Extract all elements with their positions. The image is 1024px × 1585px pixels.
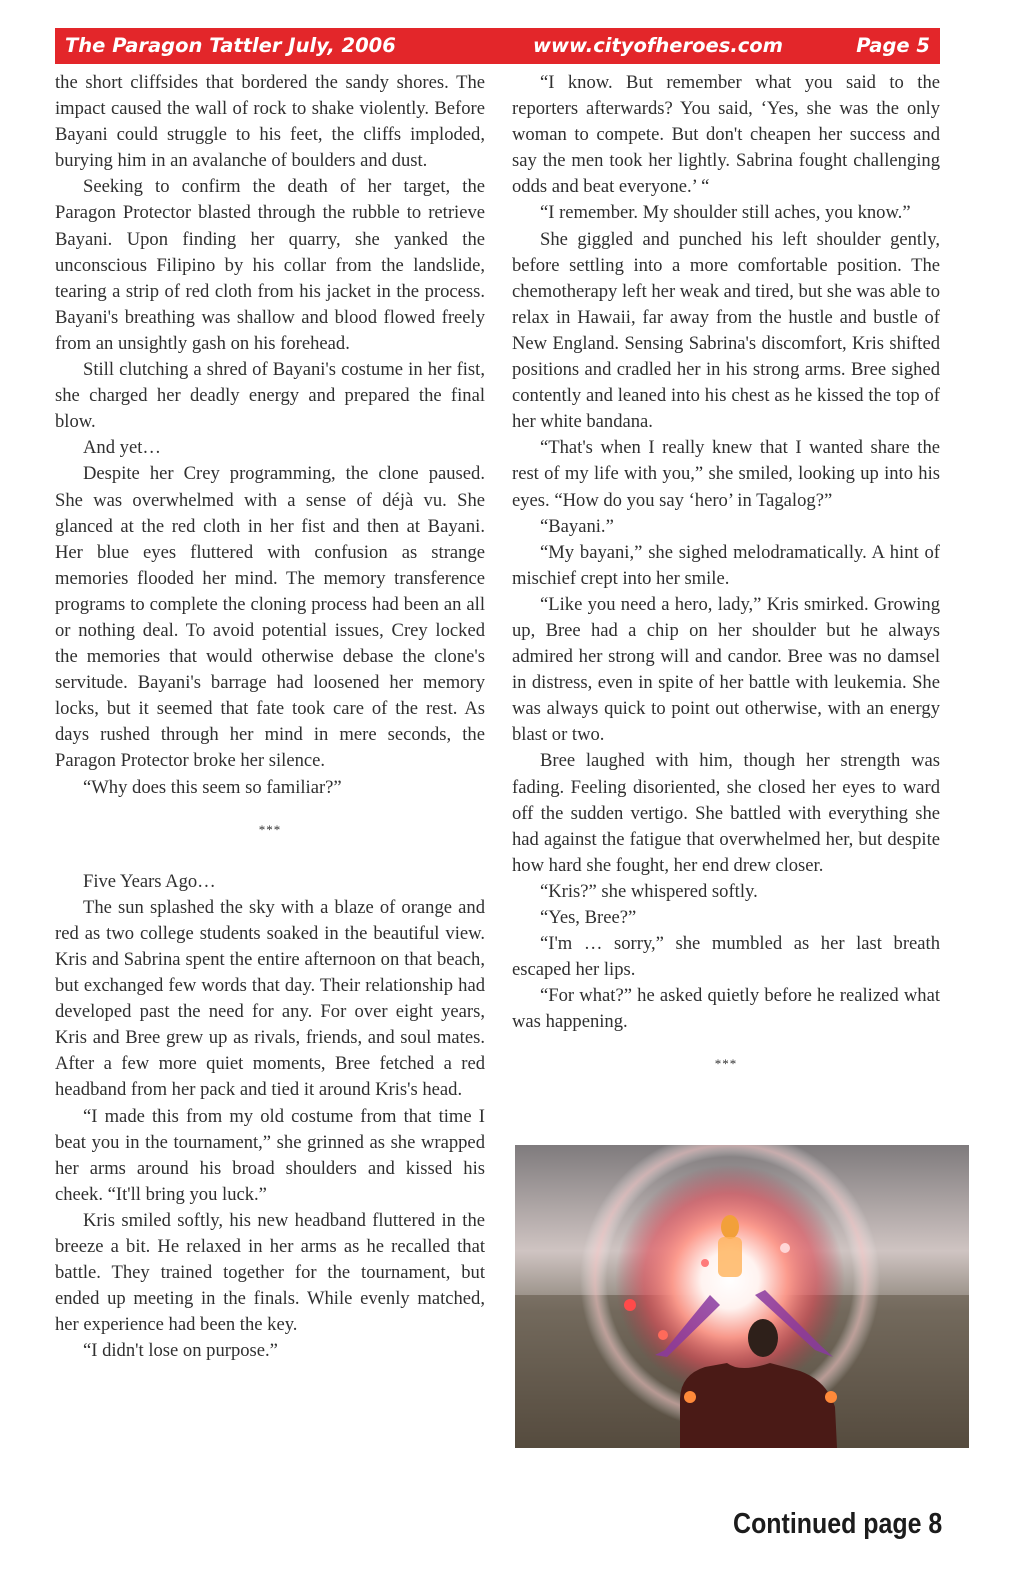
paragraph: “For what?” he asked quietly before he realized what was happening. xyxy=(512,985,940,1033)
page-header xyxy=(55,28,940,64)
paragraph: “I'm … sorry,” she mumbled as her last breath escaped her lips. xyxy=(512,933,940,981)
hero-fist-glow xyxy=(684,1391,696,1403)
illustration-svg xyxy=(515,1145,969,1448)
energy-orb xyxy=(780,1243,790,1253)
paragraph: “Kris?” she whispered softly. xyxy=(540,880,758,902)
paragraph: “My bayani,” she sighed melodramatically. A hint of mischief crept into her smile. xyxy=(512,541,940,589)
energy-burst xyxy=(615,1165,845,1395)
continued-notice: Continued page 8 xyxy=(732,1508,942,1540)
paragraph: Five Years Ago… xyxy=(83,870,216,892)
section-separator: *** xyxy=(258,821,282,837)
right-column xyxy=(512,70,940,1084)
hero-head xyxy=(748,1319,778,1357)
energy-orb xyxy=(701,1259,709,1267)
paragraph: Seeking to confirm the death of her target, the Paragon Protector blasted through the rubble to retrieve Bayani. Upon finding her quarry, she yanked the unconscious Filipino by his collar from the landslide, tearing a strip of red cloth from his jacket in the process. Bayani's breathing was shallow and blood flowed freely from an unsightly gash on his forehead. xyxy=(55,176,485,354)
story-illustration xyxy=(515,1145,969,1448)
paragraph: She giggled and punched his left shoulder gently, before settling into a more comfortable position. The chemotherapy left her weak and tired, but she was able to relax in Hawaii, far away from the hustle and bustle of New England. Sensing Sabrina's discomfort, Kris shifted positions and cradled her in his strong arms. Bree sighed contently and leaned into his chest as he kissed the top of her white bandana. xyxy=(512,228,941,433)
paragraph: Kris smiled softly, his new headband fluttered in the breeze a bit. He relaxed in her arms as he recalled that battle. They trained together for the tournament, but ended up meeting in the finals. While evenly matched, her experience had been the key. xyxy=(55,1209,485,1336)
paragraph: “Why does this seem so familiar?” xyxy=(83,776,342,798)
paragraph: “I didn't lose on purpose.” xyxy=(83,1340,278,1362)
paragraph: The sun splashed the sky with a blaze of orange and red as two college students soaked in the beautiful view. Kris and Sabrina spent the entire afternoon on that beach, but exchanged few words that day. Their relationship had developed past the need for any. For over eight years, Kris and Bree grew up as rivals, friends, and soul mates. After a few more quiet moments, Bree fetched a red headband from her pack and tied it around Kris's head. xyxy=(55,896,485,1101)
paragraph: “I made this from my old costume from that time I beat you in the tournament,” she grinned as she wrapped her arms around his broad shoulders and kissed his cheek. “It'll bring you luck.” xyxy=(55,1105,485,1205)
heroine-body xyxy=(718,1237,742,1277)
paragraph: “Bayani.” xyxy=(540,515,614,537)
paragraph: the short cliffsides that bordered the sandy shores. The impact caused the wall of rock to shake violently. Before Bayani could struggle to his feet, the cliffs imploded, burying him in an avalanche of boulders and dust. xyxy=(55,72,485,172)
energy-orb xyxy=(658,1330,668,1340)
left-column xyxy=(55,70,485,1365)
paragraph: “That's when I really knew that I wanted share the rest of my life with you,” she smiled, looking up into his eyes. “How do you say ‘hero’ in Tagalog?” xyxy=(512,437,940,511)
paragraph: “Yes, Bree?” xyxy=(540,907,637,928)
hero-fist-glow xyxy=(825,1391,837,1403)
paragraph: Still clutching a shred of Bayani's costume in her fist, she charged her deadly energy and prepared the final blow. xyxy=(55,359,485,433)
energy-orb xyxy=(624,1299,636,1311)
paragraph: Despite her Crey programming, the clone paused. She was overwhelmed with a sense of déjà vu. She glanced at the red cloth in her fist and then at Bayani. Her blue eyes fluttered with confusion as strange memories flooded her mind. The memory transference programs to complete the cloning process had been an all or nothing deal. To avoid potential issues, Crey locked the memories that would otherwise debase the clone's servitude. Bayani's barrage had loosened her memory locks, but it seemed that fate took care of the rest. As days rushed through her mind in mere seconds, the Paragon Protector broke her silence. xyxy=(55,463,485,772)
paragraph: And yet… xyxy=(83,437,161,459)
heroine-head xyxy=(721,1215,739,1239)
website-url: www.cityofheroes.com xyxy=(533,34,783,57)
issue-title: The Paragon Tattler July, 2006 xyxy=(65,34,396,57)
section-separator: *** xyxy=(714,1056,738,1072)
paragraph: “I know. But remember what you said to the reporters afterwards? You said, ‘Yes, she was the only woman to compete. But don't cheapen her success and say the men took her lightly. Sabrina fought challenging odds and beat everyone.’ “ xyxy=(512,72,940,198)
paragraph: “I remember. My shoulder still aches, you know.” xyxy=(540,202,911,224)
paragraph: “Like you need a hero, lady,” Kris smirked. Growing up, Bree had a chip on her shoulder but he always admired her strong will and candor. Bree was no damsel in distress, even in spite of her battle with leukemia. She was always quick to point out otherwise, with an energy blast or two. xyxy=(512,593,940,746)
page-number: Page 5 xyxy=(856,34,930,57)
paragraph: Bree laughed with him, though her strength was fading. Feeling disoriented, she closed her eyes to ward off the sudden vertigo. She battled with everything she had against the fatigue that overwhelmed her, but despite how hard she fought, her end drew closer. xyxy=(512,750,940,876)
